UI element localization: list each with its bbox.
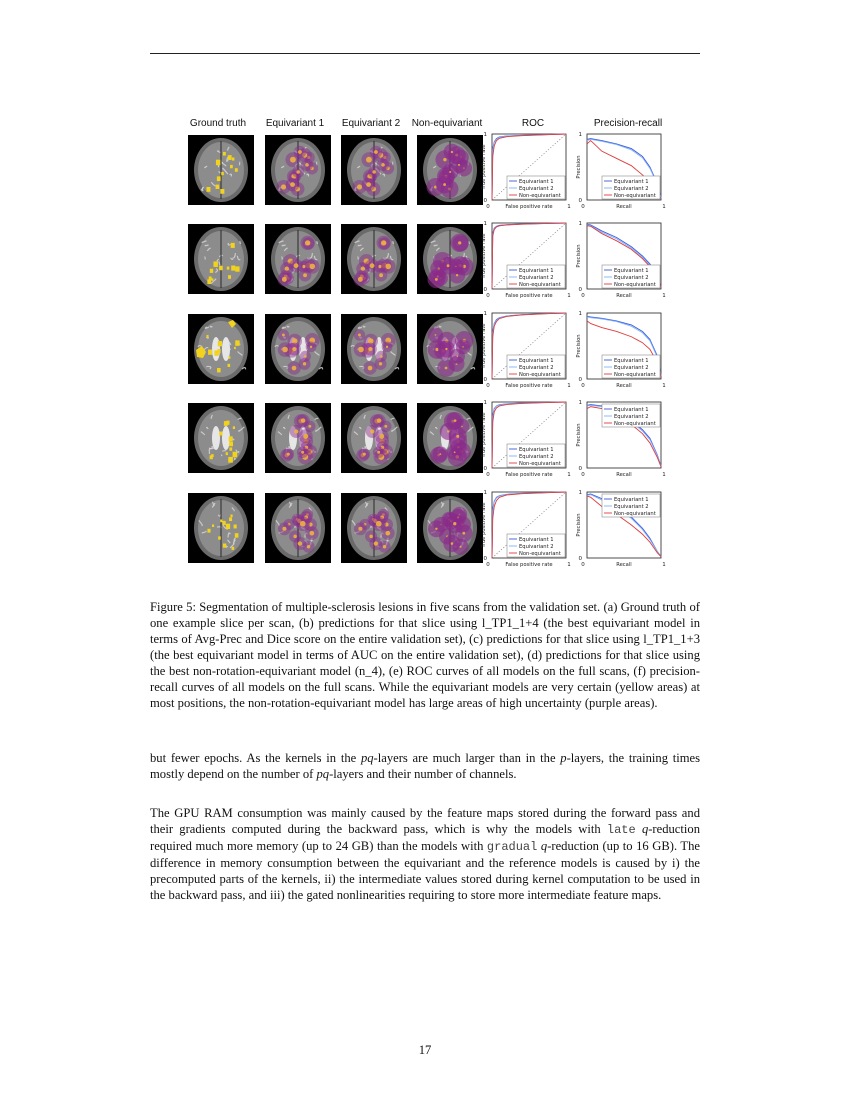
y-axis-label: True positive rate [481,144,487,190]
y-tick-label: 1 [483,490,487,496]
y-axis-label: True positive rate [481,233,487,279]
legend-entry: Non-equivariant [519,460,561,467]
x-tick-label: 1 [662,383,666,389]
math-pq: pq [360,751,374,765]
legend-entry: Equivariant 2 [614,185,649,192]
y-tick-label: 1 [578,311,582,317]
y-axis-label: Precision [576,334,582,358]
x-tick-label: 0 [486,562,490,568]
x-axis-label: Recall [616,293,632,299]
brain-scan-ground-truth [188,314,254,384]
legend-entry: Equivariant 2 [614,274,649,281]
text: but fewer epochs. As the kernels in the [150,751,361,765]
x-axis-label: Recall [616,472,632,478]
pr-plot [573,220,666,306]
legend-entry: Equivariant 2 [519,543,554,550]
legend-entry: Non-equivariant [614,510,656,517]
x-tick-label: 1 [567,562,571,568]
y-tick-label: 1 [483,221,487,227]
roc-plot [478,220,571,306]
brain-scan-equivariant-2 [341,314,407,384]
pr-plot [573,489,666,575]
legend-entry: Equivariant 2 [519,453,554,460]
y-tick-label: 0 [578,287,582,293]
y-tick-label: 1 [578,490,582,496]
x-tick-label: 0 [486,204,490,210]
code-gradual: gradual [486,840,538,854]
roc-plot [478,310,571,396]
code-late: late [606,823,636,837]
roc-plot [478,131,571,217]
x-tick-label: 1 [662,293,666,299]
y-tick-label: 1 [483,132,487,138]
x-tick-label: 0 [581,472,585,478]
pr-plot [573,310,666,396]
math-q: q [540,839,548,853]
x-axis-label: False positive rate [505,293,553,299]
brain-scan-equivariant-2 [341,403,407,473]
x-tick-label: 0 [581,293,585,299]
y-tick-label: 0 [483,198,487,204]
x-tick-label: 0 [486,383,490,389]
page-number: 17 [418,1043,432,1057]
y-tick-label: 1 [483,400,487,406]
legend-entry: Equivariant 1 [614,357,649,364]
y-tick-label: 0 [578,466,582,472]
x-axis-label: False positive rate [505,383,553,389]
legend-entry: Non-equivariant [614,192,656,199]
column-header-non-equivariant: Non-equivariant [411,118,483,129]
legend-entry: Non-equivariant [519,192,561,199]
roc-plot [478,399,571,485]
brain-scan-non-equivariant [417,314,483,384]
math-p: p [560,751,567,765]
y-axis-label: Precision [576,244,582,268]
x-axis-label: False positive rate [505,204,553,210]
y-tick-label: 0 [578,556,582,562]
y-tick-label: 1 [578,221,582,227]
x-tick-label: 1 [567,293,571,299]
y-tick-label: 1 [483,311,487,317]
x-tick-label: 1 [662,472,666,478]
brain-scan-equivariant-1 [265,403,331,473]
brain-scan-ground-truth [188,135,254,205]
x-tick-label: 0 [581,204,585,210]
brain-scan-equivariant-2 [341,224,407,294]
legend-entry: Equivariant 2 [519,364,554,371]
text: -layers, the training times mostly depend on the number of [150,751,701,781]
legend-entry: Equivariant 1 [614,406,649,413]
y-axis-label: Precision [576,155,582,179]
math-pq: pq [316,767,330,781]
brain-scan-ground-truth [188,224,254,294]
x-axis-label: Recall [616,204,632,210]
y-tick-label: 1 [578,132,582,138]
legend-entry: Equivariant 1 [519,267,554,274]
x-axis-label: Recall [616,383,632,389]
y-axis-label: Precision [576,423,582,447]
text: -layers and their number of channels. [329,767,517,781]
y-axis-label: True positive rate [481,502,487,548]
brain-scan-ground-truth [188,493,254,563]
legend-entry: Equivariant 2 [519,274,554,281]
brain-scan-non-equivariant [417,403,483,473]
legend-entry: Equivariant 1 [519,357,554,364]
x-tick-label: 1 [567,472,571,478]
x-tick-label: 1 [662,204,666,210]
x-tick-label: 1 [567,204,571,210]
legend-entry: Equivariant 2 [614,364,649,371]
y-tick-label: 0 [578,377,582,383]
legend-entry: Non-equivariant [519,281,561,288]
paragraph-training-times [150,750,700,782]
x-tick-label: 0 [581,383,585,389]
figure-caption: Figure 5: Segmentation of multiple-sclerosis lesions in five scans from the validation set. (a) Ground truth of one example slice per scan, (b) predictions for that slice using l_TP1_1+4 (the best equivariant model in terms of Avg-Prec and Dice score on the entire validation set), (c) predictions for that slice using l_TP1_1+3 (the best equivariant model in terms of AUC on the entire validation set), (d) predictions for that slice using the best non-rotation-equivariant model (n_4), (e) ROC curves of all models on the full scans, (f) precision-recall curves of all models on the full scans. While the equivariant models are very certain (yellow areas) at most positions, the non-rotation-equivariant model has large areas of high uncertainty (purple areas). [150,600,700,710]
x-tick-label: 0 [581,562,585,568]
roc-plot [478,489,571,575]
x-tick-label: 0 [486,293,490,299]
y-tick-label: 0 [483,377,487,383]
y-tick-label: 0 [483,466,487,472]
x-axis-label: Recall [616,562,632,568]
x-tick-label: 1 [662,562,666,568]
y-axis-label: Precision [576,513,582,537]
brain-scan-equivariant-2 [341,135,407,205]
column-header-roc: ROC [521,118,545,129]
legend-entry: Non-equivariant [519,371,561,378]
legend-entry: Non-equivariant [614,371,656,378]
y-tick-label: 0 [483,556,487,562]
column-header-equivariant-1: Equivariant 1 [265,118,325,129]
brain-scan-equivariant-2 [341,493,407,563]
legend-entry: Equivariant 1 [614,178,649,185]
text: -reduction (up to 16 GB). The difference in memory consumption between the equivariant and the reference models is caused by i) the precomputed parts of the kernels, ii) the intermediate values stored during kernel computation to be used in the backward pass, and iii) the gated nonlinearities requiring to store more intermediate feature maps. [150,839,700,902]
math-q: q [641,822,649,836]
y-tick-label: 0 [578,198,582,204]
legend-entry: Equivariant 1 [614,496,649,503]
x-tick-label: 0 [486,472,490,478]
brain-scan-non-equivariant [417,135,483,205]
x-axis-label: False positive rate [505,472,553,478]
legend-entry: Equivariant 1 [519,536,554,543]
column-header-ground-truth: Ground truth [189,118,247,129]
legend-entry: Equivariant 2 [614,503,649,510]
legend-entry: Equivariant 1 [519,446,554,453]
brain-scan-equivariant-1 [265,135,331,205]
brain-scan-non-equivariant [417,493,483,563]
y-axis-label: True positive rate [481,323,487,369]
x-axis-label: False positive rate [505,562,553,568]
legend-entry: Non-equivariant [614,281,656,288]
brain-scan-equivariant-1 [265,224,331,294]
paragraph-gpu-ram [150,805,700,903]
y-tick-label: 1 [578,400,582,406]
legend-entry: Equivariant 1 [614,267,649,274]
legend-entry: Non-equivariant [614,420,656,427]
y-tick-label: 0 [483,287,487,293]
pr-plot [573,131,666,217]
text: The GPU RAM consumption was mainly caused by the feature maps stored during the forward pass and their gradients computed during the backward pass, which is why the models with [150,806,700,836]
column-header-equivariant-2: Equivariant 2 [341,118,401,129]
text: -layers are much larger than in the [373,751,561,765]
legend-entry: Non-equivariant [519,550,561,557]
text: -reduction required much more memory (up to 24 GB) than the models with [150,822,700,853]
brain-scan-non-equivariant [417,224,483,294]
brain-scan-equivariant-1 [265,493,331,563]
pr-plot [573,399,666,485]
brain-scan-ground-truth [188,403,254,473]
brain-scan-equivariant-1 [265,314,331,384]
y-axis-label: True positive rate [481,412,487,458]
x-tick-label: 1 [567,383,571,389]
column-header-precision-recall: Precision-recall [593,118,663,129]
legend-entry: Equivariant 1 [519,178,554,185]
legend-entry: Equivariant 2 [614,413,649,420]
legend-entry: Equivariant 2 [519,185,554,192]
